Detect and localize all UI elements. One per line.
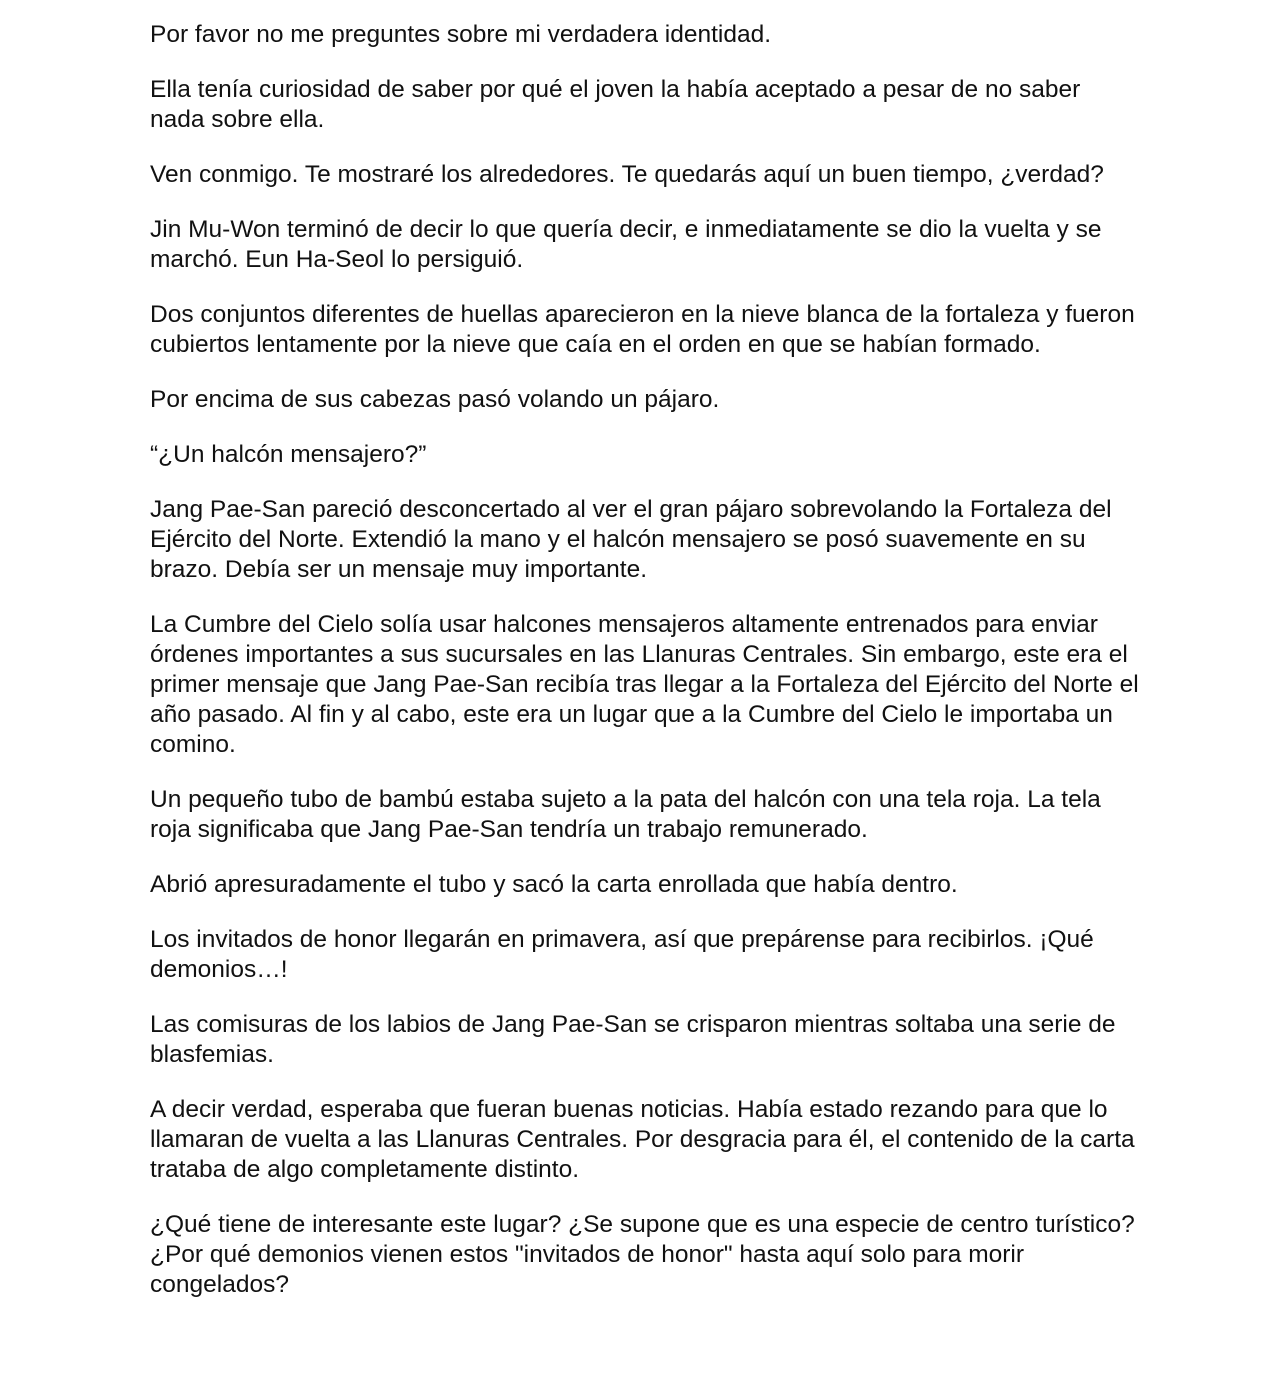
- paragraph: Abrió apresuradamente el tubo y sacó la carta enrollada que había dentro.: [150, 871, 958, 898]
- paragraph: Un pequeño tubo de bambú estaba sujeto a la pata del halcón con una tela roja. La tela roja significaba que Jang Pae-San tendría un trabajo remunerado.: [150, 786, 1101, 843]
- paragraph: Las comisuras de los labios de Jang Pae-San se crisparon mientras soltaba una serie de blasfemias.: [150, 1011, 1116, 1068]
- paragraph: ¿Qué tiene de interesante este lugar? ¿Se supone que es una especie de centro turístico? ¿Por qué demonios vienen estos "invitados de honor" hasta aquí solo para morir congelados?: [150, 1211, 1135, 1298]
- paragraph: Por encima de sus cabezas pasó volando un pájaro.: [150, 386, 720, 413]
- paragraph: Jang Pae-San pareció desconcertado al ver el gran pájaro sobrevolando la Fortaleza del Ejército del Norte. Extendió la mano y el halcón mensajero se posó suavemente en su brazo. Debía ser un mensaje muy importante.: [150, 496, 1112, 583]
- paragraph: “¿Un halcón mensajero?”: [150, 441, 427, 468]
- paragraph: Dos conjuntos diferentes de huellas aparecieron en la nieve blanca de la fortaleza y fueron cubiertos lentamente por la nieve que caía en el orden en que se habían formado.: [150, 301, 1135, 358]
- paragraph: Por favor no me preguntes sobre mi verdadera identidad.: [150, 21, 772, 48]
- paragraph: A decir verdad, esperaba que fueran buenas noticias. Había estado rezando para que lo llamaran de vuelta a las Llanuras Centrales. Por desgracia para él, el contenido de la carta trataba de algo completamente distinto.: [150, 1096, 1135, 1183]
- paragraph: Jin Mu-Won terminó de decir lo que quería decir, e inmediatamente se dio la vuelta y se marchó. Eun Ha-Seol lo persiguió.: [150, 216, 1102, 273]
- paragraph: La Cumbre del Cielo solía usar halcones mensajeros altamente entrenados para enviar órdenes importantes a sus sucursales en las Llanuras Centrales. Sin embargo, este era el primer mensaje que Jang Pae-San recibía tras llegar a la Fortaleza del Ejército del Norte el año pasado. Al fin y al cabo, este era un lugar que a la Cumbre del Cielo le importaba un comino.: [150, 611, 1139, 758]
- document-page: [150, 20, 1140, 1325]
- paragraph: Ella tenía curiosidad de saber por qué el joven la había aceptado a pesar de no saber nada sobre ella.: [150, 76, 1081, 133]
- paragraph: Los invitados de honor llegarán en primavera, así que prepárense para recibirlos. ¡Qué demonios…!: [150, 926, 1094, 983]
- paragraph: Ven conmigo. Te mostraré los alrededores. Te quedarás aquí un buen tiempo, ¿verdad?: [150, 161, 1104, 188]
